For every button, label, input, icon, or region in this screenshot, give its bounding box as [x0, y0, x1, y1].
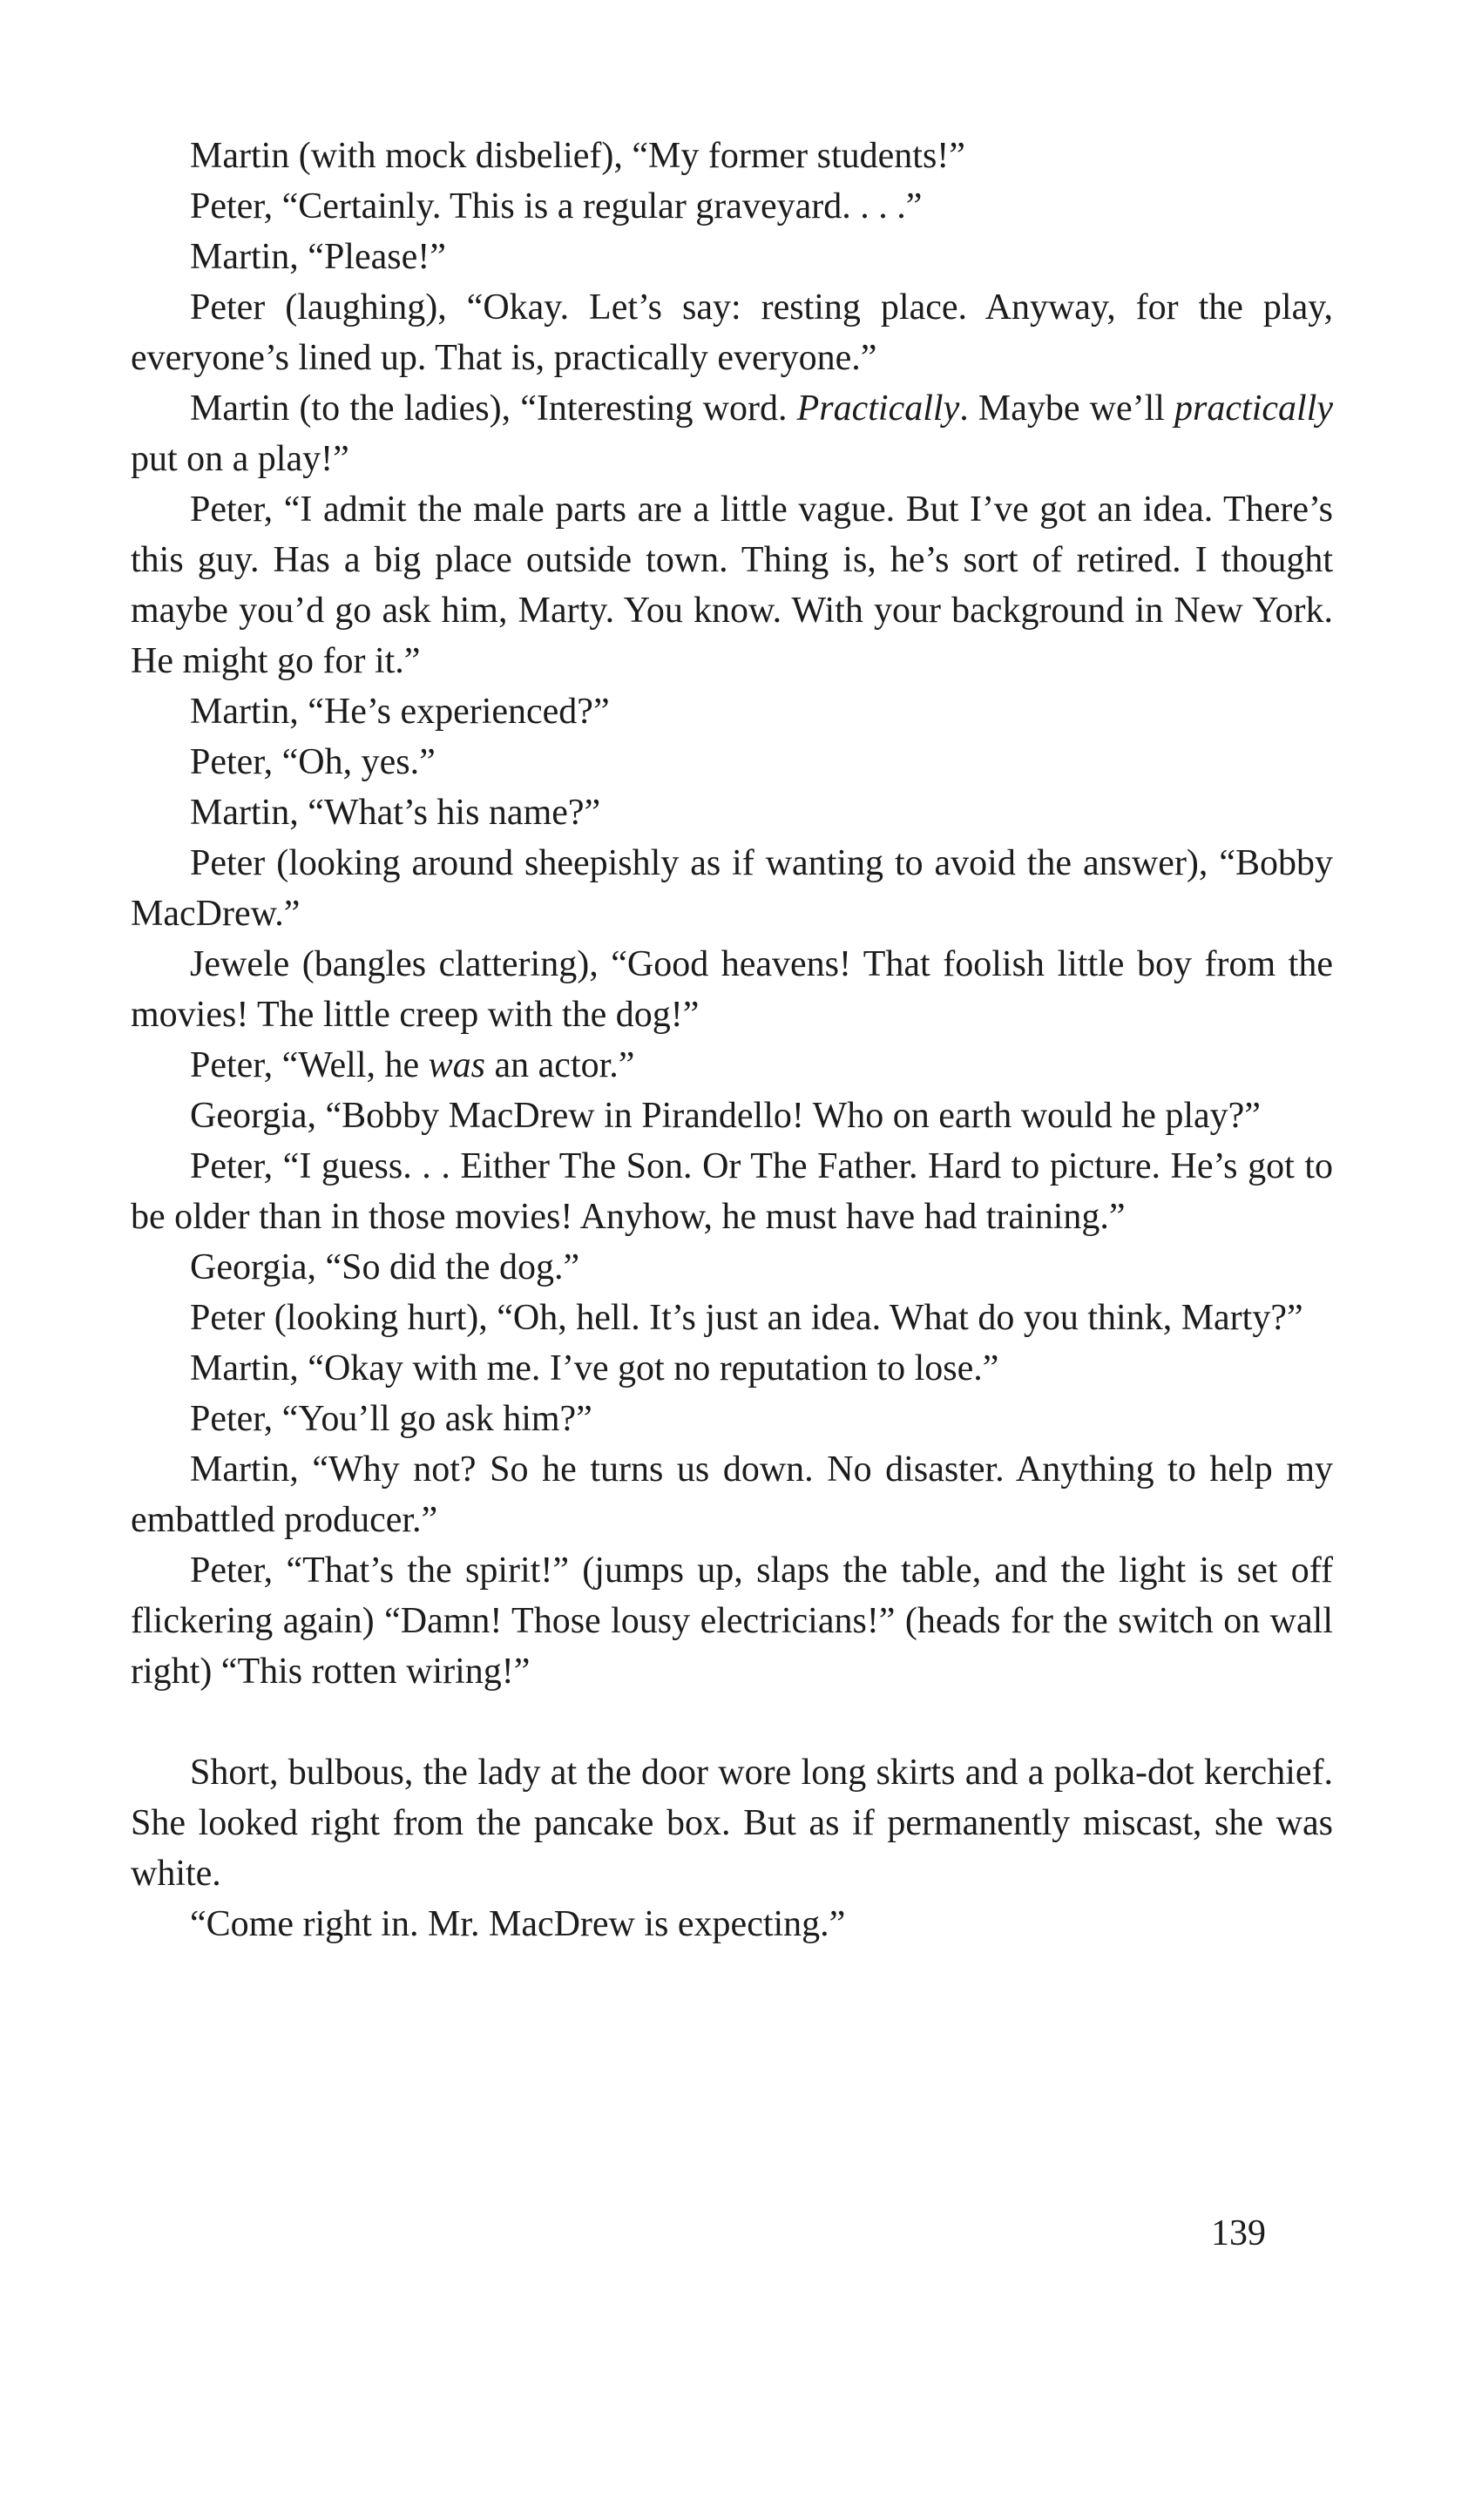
paragraph: Martin, “Please!” [190, 237, 446, 277]
narration-paragraph: Short, bulbous, the lady at the door wore long skirts and a polka-dot kerchief. She looked right from the pancake box. But as if permanently miscast, she was white. [131, 1753, 1333, 1894]
paragraph: Martin, “He’s experienced?” [190, 692, 610, 732]
section-break [131, 1697, 1333, 1747]
paragraph: Peter, “I admit the male parts are a little vague. But I’ve got an idea. There’s this guy. Has a big place outside town. Thing is, he’s sort of retired. I thought maybe you’d go ask him, Marty. You know. With your background in New York. He might go for it.” [131, 490, 1333, 681]
paragraph: Georgia, “Bobby MacDrew in Pirandello! Who on earth would he play?” [190, 1096, 1261, 1136]
page-body [131, 131, 1333, 1949]
paragraph: Martin (to the ladies), “Interesting word. Practically. Maybe we’ll practically put on a play!” [131, 388, 1333, 479]
paragraph: Martin, “What’s his name?” [190, 793, 601, 833]
paragraph: Peter, “Oh, yes.” [190, 742, 436, 782]
paragraph: Martin, “Why not? So he turns us down. No disaster. Anything to help my embattled producer.” [131, 1449, 1333, 1540]
page-number: 139 [1211, 2213, 1266, 2253]
paragraph: Peter, “Certainly. This is a regular graveyard. . . .” [190, 186, 923, 226]
narration-paragraph: “Come right in. Mr. MacDrew is expecting.” [190, 1904, 846, 1944]
paragraph: Peter (laughing), “Okay. Let’s say: resting place. Anyway, for the play, everyone’s lined up. That is, practically everyone.” [131, 287, 1333, 378]
paragraph: Peter, “You’ll go ask him?” [190, 1399, 592, 1439]
paragraph: Martin, “Okay with me. I’ve got no reputation to lose.” [190, 1348, 999, 1388]
paragraph: Peter (looking hurt), “Oh, hell. It’s just an idea. What do you think, Marty?” [190, 1298, 1303, 1338]
paragraph: Martin (with mock disbelief), “My former students!” [190, 136, 965, 176]
paragraph: Peter, “I guess. . . Either The Son. Or The Father. Hard to picture. He’s got to be older than in those movies! Anyhow, he must have had training.” [131, 1146, 1333, 1237]
paragraph: Peter, “Well, he was an actor.” [190, 1045, 635, 1085]
paragraph: Peter (looking around sheepishly as if wanting to avoid the answer), “Bobby MacDrew.” [131, 843, 1333, 934]
paragraph: Peter, “That’s the spirit!” (jumps up, slaps the table, and the light is set off flickering again) “Damn! Those lousy electricians!” (heads for the switch on wall right) “This rotten wiring!” [131, 1551, 1333, 1692]
paragraph: Jewele (bangles clattering), “Good heavens! That foolish little boy from the movies! The little creep with the dog!” [131, 944, 1333, 1035]
paragraph: Georgia, “So did the dog.” [190, 1247, 580, 1287]
